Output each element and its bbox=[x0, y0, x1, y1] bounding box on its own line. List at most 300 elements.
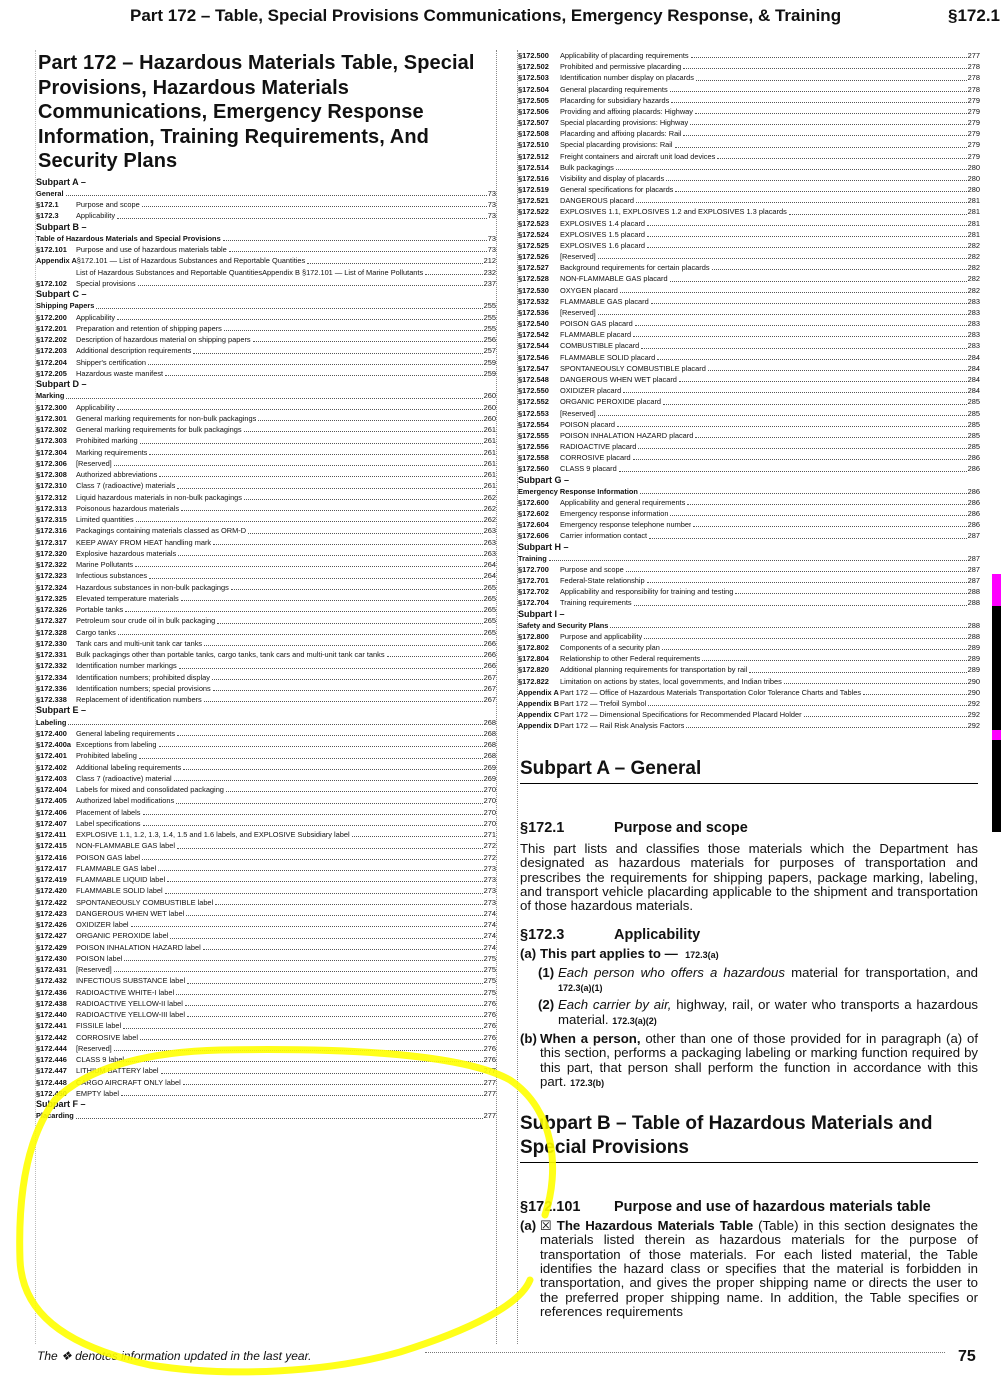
toc-title: OXIDIZER placard bbox=[560, 386, 622, 396]
toc-entry[interactable] bbox=[518, 240, 980, 251]
toc-entry[interactable] bbox=[36, 717, 496, 728]
toc-section-number: §172.528 bbox=[518, 274, 549, 284]
toc-entry[interactable] bbox=[518, 340, 980, 351]
toc-page-number: 292 bbox=[967, 698, 980, 708]
toc-page-number: 275 bbox=[483, 965, 496, 974]
toc-entry[interactable] bbox=[36, 784, 496, 795]
toc-entry[interactable] bbox=[518, 318, 980, 329]
toc-leader-dots bbox=[139, 750, 483, 758]
toc-title: KEEP AWAY FROM HEAT handling mark bbox=[76, 537, 212, 547]
toc-entry[interactable] bbox=[518, 229, 980, 240]
toc-entry[interactable] bbox=[518, 162, 980, 173]
toc-entry[interactable] bbox=[518, 206, 980, 217]
toc-entry[interactable] bbox=[36, 402, 496, 413]
toc-leader-dots bbox=[165, 368, 483, 376]
toc-page-number: 288 bbox=[967, 631, 980, 641]
toc-title: Identification numbers; prohibited display bbox=[76, 672, 210, 682]
toc-entry[interactable] bbox=[36, 593, 496, 604]
toc-entry[interactable] bbox=[36, 447, 496, 458]
toc-title: [Reserved] bbox=[76, 965, 112, 974]
toc-title: Training requirements bbox=[560, 598, 632, 608]
toc-entry[interactable] bbox=[36, 334, 496, 345]
toc-section-number: §172.602 bbox=[518, 509, 549, 519]
toc-entry[interactable] bbox=[36, 514, 496, 525]
toc-section-number: §172.429 bbox=[36, 942, 67, 952]
toc-entry[interactable] bbox=[36, 942, 496, 953]
toc-leader-dots bbox=[690, 117, 966, 125]
toc-page-number: 270 bbox=[483, 785, 496, 794]
toc-entry[interactable] bbox=[36, 233, 496, 244]
toc-entry[interactable] bbox=[36, 1110, 496, 1121]
toc-entry[interactable] bbox=[518, 508, 980, 519]
toc-leader-dots bbox=[671, 95, 966, 103]
toc-page-number: 282 bbox=[967, 240, 980, 250]
toc-entry[interactable] bbox=[36, 424, 496, 435]
toc-page-number: 264 bbox=[483, 560, 496, 569]
toc-leader-dots bbox=[598, 251, 967, 259]
toc-leader-dots bbox=[244, 424, 483, 432]
item-label: (1) bbox=[538, 964, 555, 980]
toc-title: List of Hazardous Substances and Reportable QuantitiesAppendix B §172.101 — List of Marine Pollutants bbox=[76, 267, 424, 277]
section-number: §172.1 bbox=[520, 820, 565, 836]
toc-title: Packagings containing materials classed as ORM-D bbox=[76, 526, 247, 536]
toc-entry[interactable] bbox=[36, 199, 496, 210]
toc-leader-dots bbox=[248, 525, 483, 533]
toc-title: General placarding requirements bbox=[560, 84, 668, 94]
toc-entry[interactable] bbox=[36, 885, 496, 896]
section-heading bbox=[520, 1199, 978, 1215]
toc-page-number: 276 bbox=[483, 1043, 496, 1053]
toc-entry[interactable] bbox=[36, 1088, 496, 1099]
toc-section-number: §172.328 bbox=[36, 627, 67, 637]
toc-entry[interactable] bbox=[518, 463, 980, 474]
toc-page-number: 286 bbox=[967, 509, 980, 519]
toc-leader-dots bbox=[142, 199, 487, 207]
toc-title: Shipper's certification bbox=[76, 357, 147, 367]
toc-entry[interactable] bbox=[518, 720, 980, 731]
toc-page-number: 273 bbox=[483, 897, 496, 907]
toc-section-number: §172.560 bbox=[518, 464, 549, 474]
toc-entry[interactable] bbox=[36, 750, 496, 761]
toc-entry[interactable] bbox=[518, 273, 980, 284]
toc-section-number: §172.446 bbox=[36, 1055, 67, 1064]
toc-leader-dots bbox=[66, 390, 482, 398]
toc-section-number: §172.519 bbox=[518, 185, 549, 195]
toc-title: Emergency Response Information bbox=[518, 486, 638, 496]
toc-entry[interactable] bbox=[36, 345, 496, 356]
toc-entry[interactable] bbox=[518, 218, 980, 229]
toc-entry[interactable] bbox=[518, 95, 980, 106]
toc-section-number: §172.448 bbox=[36, 1077, 67, 1087]
toc-entry[interactable] bbox=[36, 323, 496, 334]
toc-entry[interactable] bbox=[518, 251, 980, 262]
toc-leader-dots bbox=[212, 672, 483, 680]
toc-subpart-label[interactable] bbox=[36, 1099, 496, 1110]
toc-entry[interactable] bbox=[518, 285, 980, 296]
toc-title: General marking requirements for non-bulk packagings bbox=[76, 413, 257, 423]
toc-entry[interactable] bbox=[36, 1032, 496, 1043]
toc-entry[interactable] bbox=[518, 653, 980, 664]
toc-page-number: 278 bbox=[967, 62, 980, 72]
toc-leader-dots bbox=[96, 300, 482, 308]
toc-section-number: §172.419 bbox=[36, 875, 67, 884]
toc-title: Poisonous hazardous materials bbox=[76, 503, 180, 513]
toc-title: Prohibited and permissive placarding bbox=[560, 62, 682, 72]
toc-entry[interactable] bbox=[36, 672, 496, 683]
toc-section-number: §172.527 bbox=[518, 263, 549, 273]
toc-entry[interactable] bbox=[518, 128, 980, 139]
toc-entry[interactable] bbox=[518, 564, 980, 575]
toc-entry[interactable] bbox=[36, 919, 496, 930]
toc-page-number: 283 bbox=[967, 319, 980, 329]
toc-section-number: §172.552 bbox=[518, 397, 549, 407]
toc-entry[interactable] bbox=[518, 385, 980, 396]
toc-page-number: 283 bbox=[967, 296, 980, 306]
toc-entry[interactable] bbox=[36, 570, 496, 581]
toc-entry[interactable] bbox=[36, 582, 496, 593]
toc-section-number: §172.201 bbox=[36, 323, 67, 333]
toc-title: LITHIUM BATTERY label bbox=[76, 1066, 159, 1076]
toc-leader-dots bbox=[647, 229, 967, 237]
toc-entry[interactable] bbox=[518, 84, 980, 95]
toc-entry[interactable] bbox=[518, 139, 980, 150]
toc-title: Placarding for subsidiary hazards bbox=[560, 95, 670, 105]
toc-page-number: 276 bbox=[483, 1010, 496, 1019]
toc-entry[interactable] bbox=[36, 728, 496, 739]
toc-title: FLAMMABLE GAS label bbox=[76, 863, 157, 873]
toc-entry[interactable] bbox=[36, 458, 496, 469]
toc-entry[interactable] bbox=[36, 413, 496, 424]
toc-leader-dots bbox=[159, 469, 482, 477]
toc-page-number: 290 bbox=[967, 687, 980, 697]
toc-page-number: 276 bbox=[483, 1055, 496, 1064]
toc-section-number: §172.558 bbox=[518, 453, 549, 463]
toc-title: General marking requirements for bulk packagings bbox=[76, 425, 242, 434]
toc-subpart-label[interactable] bbox=[36, 222, 496, 233]
toc-entry[interactable] bbox=[36, 267, 496, 278]
toc-entry[interactable] bbox=[36, 840, 496, 851]
toc-entry[interactable] bbox=[36, 964, 496, 975]
toc-leader-dots bbox=[623, 385, 966, 393]
toc-leader-dots bbox=[148, 357, 483, 365]
toc-page-number: 274 bbox=[483, 942, 496, 952]
toc-entry[interactable] bbox=[36, 863, 496, 874]
toc-entry[interactable] bbox=[518, 642, 980, 653]
toc-section-number: §172.331 bbox=[36, 650, 67, 659]
toc-subpart-label[interactable] bbox=[36, 379, 496, 390]
toc-entry[interactable] bbox=[36, 368, 496, 379]
toc-leader-dots bbox=[135, 559, 483, 567]
toc-title: [Reserved] bbox=[560, 307, 596, 317]
toc-section-number: Appendix A bbox=[518, 687, 559, 697]
toc-entry[interactable] bbox=[36, 694, 496, 705]
toc-entry[interactable] bbox=[36, 469, 496, 480]
toc-title: EXPLOSIVES 1.4 placard bbox=[560, 218, 646, 228]
toc-entry[interactable] bbox=[518, 329, 980, 340]
toc-section-number: §172.704 bbox=[518, 598, 549, 608]
toc-entry[interactable] bbox=[36, 874, 496, 885]
toc-page-number: 281 bbox=[967, 229, 980, 239]
toc-leader-dots bbox=[187, 1009, 483, 1017]
toc-entry[interactable] bbox=[36, 210, 496, 221]
toc-entry[interactable] bbox=[518, 296, 980, 307]
toc-subpart-label[interactable] bbox=[518, 542, 980, 553]
toc-subpart-label[interactable] bbox=[518, 475, 980, 486]
toc-entry[interactable] bbox=[36, 975, 496, 986]
toc-subpart-label[interactable] bbox=[36, 705, 496, 716]
toc-entry[interactable] bbox=[36, 357, 496, 368]
toc-entry[interactable] bbox=[36, 818, 496, 829]
toc-entry[interactable] bbox=[518, 106, 980, 117]
toc-page-number: 283 bbox=[967, 330, 980, 340]
toc-section-number: §172.400a bbox=[36, 740, 71, 749]
toc-leader-dots bbox=[138, 278, 483, 286]
toc-entry[interactable] bbox=[518, 374, 980, 385]
toc-entry[interactable] bbox=[518, 486, 980, 497]
toc-entry[interactable] bbox=[36, 908, 496, 919]
toc-page-number: 279 bbox=[967, 151, 980, 161]
toc-entry[interactable] bbox=[518, 363, 980, 374]
toc-entry[interactable] bbox=[518, 72, 980, 83]
paragraph: This part lists and classifies those materials which the Department has designated as hazardous materials for purposes of transportation and prescribes the requirements for shipping papers, package marking, labeling, and transport vehicle placarding applicable to the shipment and transportation of those hazardous materials. bbox=[520, 841, 978, 914]
toc-entry[interactable] bbox=[518, 452, 980, 463]
toc-entry[interactable] bbox=[36, 953, 496, 964]
toc-entry[interactable] bbox=[518, 497, 980, 508]
toc-title: Providing and affixing placards: Highway bbox=[560, 106, 693, 116]
toc-section-number: §172.426 bbox=[36, 920, 67, 929]
toc-entry[interactable] bbox=[518, 396, 980, 407]
updated-icon: ☒ bbox=[540, 1218, 552, 1234]
toc-section-number: §172.315 bbox=[36, 515, 67, 524]
toc-entry[interactable] bbox=[36, 312, 496, 323]
toc-entry[interactable] bbox=[36, 638, 496, 649]
toc-leader-dots bbox=[784, 676, 967, 684]
toc-title: Prohibited marking bbox=[76, 436, 138, 446]
toc-section-number: §172.430 bbox=[36, 953, 67, 963]
toc-title: CARGO AIRCRAFT ONLY label bbox=[76, 1077, 181, 1087]
toc-entry[interactable] bbox=[518, 151, 980, 162]
toc-entry[interactable] bbox=[36, 773, 496, 784]
toc-entry[interactable] bbox=[518, 676, 980, 687]
list-item bbox=[520, 1219, 978, 1319]
toc-leader-dots bbox=[686, 720, 966, 728]
toc-leader-dots bbox=[231, 582, 483, 590]
toc-entry[interactable] bbox=[518, 430, 980, 441]
toc-page-number: 276 bbox=[483, 1021, 496, 1031]
toc-leader-dots bbox=[68, 717, 482, 725]
toc-page-number: 289 bbox=[967, 643, 980, 653]
toc-entry[interactable] bbox=[518, 50, 980, 61]
toc-entry[interactable] bbox=[36, 492, 496, 503]
toc-entry[interactable] bbox=[518, 597, 980, 608]
toc-entry[interactable] bbox=[36, 762, 496, 773]
toc-section-number: §172.317 bbox=[36, 537, 67, 547]
toc-entry[interactable] bbox=[518, 419, 980, 430]
toc-section-number: §172.423 bbox=[36, 908, 67, 918]
toc-entry[interactable] bbox=[518, 352, 980, 363]
toc-entry[interactable] bbox=[36, 480, 496, 491]
toc-entry[interactable] bbox=[36, 278, 496, 289]
toc-page-number: 289 bbox=[967, 665, 980, 675]
toc-entry[interactable] bbox=[36, 244, 496, 255]
toc-section-number: §172.302 bbox=[36, 425, 67, 434]
toc-leader-dots bbox=[149, 570, 483, 578]
toc-entry[interactable] bbox=[36, 503, 496, 514]
toc-title: Marine Pollutants bbox=[76, 560, 134, 569]
toc-leader-dots bbox=[352, 829, 483, 837]
toc-entry[interactable] bbox=[36, 390, 496, 401]
toc-entry[interactable] bbox=[36, 435, 496, 446]
toc-subpart-label[interactable] bbox=[36, 177, 496, 188]
section-title: Purpose and use of hazardous materials table bbox=[614, 1199, 931, 1216]
toc-entry[interactable] bbox=[36, 1065, 496, 1076]
toc-entry[interactable] bbox=[36, 188, 496, 199]
toc-section-number: §172.403 bbox=[36, 773, 67, 783]
toc-section-number: §172.507 bbox=[518, 118, 549, 128]
toc-entry[interactable] bbox=[36, 1043, 496, 1054]
toc-subpart-label[interactable] bbox=[518, 609, 980, 620]
toc-entry[interactable] bbox=[518, 709, 980, 720]
toc-section-number: §172.444 bbox=[36, 1043, 67, 1053]
toc-entry[interactable] bbox=[518, 184, 980, 195]
toc-entry[interactable] bbox=[518, 441, 980, 452]
toc-entry[interactable] bbox=[518, 553, 980, 564]
toc-title: Identification number markings bbox=[76, 661, 177, 671]
toc-leader-dots bbox=[185, 998, 483, 1006]
toc-entry[interactable] bbox=[518, 586, 980, 597]
toc-entry[interactable] bbox=[36, 1009, 496, 1020]
toc-section-number: §172.700 bbox=[518, 564, 549, 574]
toc-entry[interactable] bbox=[518, 575, 980, 586]
toc-leader-dots bbox=[735, 586, 966, 594]
toc-subpart: Subpart B – bbox=[36, 221, 87, 232]
toc-title: COMBUSTIBLE placard bbox=[560, 341, 640, 351]
citation-ref: 172.3(a) bbox=[685, 950, 719, 961]
toc-entry[interactable] bbox=[36, 739, 496, 750]
toc-entry[interactable] bbox=[518, 519, 980, 530]
toc-page-number: 260 bbox=[483, 413, 496, 423]
toc-page-number: 232 bbox=[483, 267, 496, 277]
toc-entry[interactable] bbox=[36, 829, 496, 840]
toc-leader-dots bbox=[114, 1043, 483, 1051]
toc-title: Labels for mixed and consolidated packaging bbox=[76, 785, 224, 794]
toc-entry[interactable] bbox=[36, 548, 496, 559]
toc-section-number: §172.510 bbox=[518, 140, 549, 150]
toc-entry[interactable] bbox=[36, 930, 496, 941]
toc-entry[interactable] bbox=[518, 195, 980, 206]
toc-entry[interactable] bbox=[36, 300, 496, 311]
toc-entry[interactable] bbox=[36, 615, 496, 626]
toc-title: Infectious substances bbox=[76, 571, 148, 581]
toc-entry[interactable] bbox=[36, 1077, 496, 1088]
toc-page-number: 268 bbox=[483, 751, 496, 761]
toc-leader-dots bbox=[307, 255, 482, 263]
toc-title: RADIOACTIVE placard bbox=[560, 442, 637, 452]
toc-page-number: 275 bbox=[483, 976, 496, 986]
toc-entry[interactable] bbox=[36, 807, 496, 818]
toc-leader-dots bbox=[193, 345, 482, 353]
toc-section-number: §172.400 bbox=[36, 728, 67, 738]
toc-entry[interactable] bbox=[36, 660, 496, 671]
toc-page-number: 277 bbox=[483, 1111, 496, 1121]
toc-entry[interactable] bbox=[36, 998, 496, 1009]
toc-section-number: §172.432 bbox=[36, 976, 67, 986]
toc-page-number: 272 bbox=[483, 841, 496, 851]
toc-subpart: Subpart C – bbox=[36, 289, 87, 299]
toc-entry[interactable] bbox=[518, 262, 980, 273]
toc-section-number: §172.804 bbox=[518, 654, 549, 664]
toc-title: Safety and Security Plans bbox=[518, 620, 609, 630]
toc-entry[interactable] bbox=[518, 620, 980, 631]
toc-title: Part 172 — Rail Risk Analysis Factors bbox=[560, 721, 685, 731]
toc-entry[interactable] bbox=[36, 1054, 496, 1065]
toc-entry[interactable] bbox=[36, 255, 496, 266]
toc-section-number: §172.338 bbox=[36, 695, 67, 704]
toc-entry[interactable] bbox=[36, 795, 496, 806]
toc-title: Background requirements for certain placards bbox=[560, 263, 710, 273]
toc-entry[interactable] bbox=[518, 698, 980, 709]
toc-entry[interactable] bbox=[36, 897, 496, 908]
toc-title: CLASS 9 label bbox=[76, 1055, 125, 1064]
toc-section-number: §172.516 bbox=[518, 173, 549, 183]
toc-entry[interactable] bbox=[36, 537, 496, 548]
toc-entry[interactable] bbox=[36, 987, 496, 998]
toc-entry[interactable] bbox=[36, 649, 496, 660]
toc-title: Elevated temperature materials bbox=[76, 593, 179, 603]
toc-page-number: 285 bbox=[967, 419, 980, 429]
toc-leader-dots bbox=[610, 620, 966, 628]
toc-subpart: Subpart G – bbox=[518, 474, 570, 485]
toc-entry[interactable] bbox=[518, 687, 980, 698]
toc-page-number: 277 bbox=[967, 51, 980, 60]
toc-section-number: §172.508 bbox=[518, 129, 549, 139]
toc-title: Replacement of identification numbers bbox=[76, 695, 202, 704]
citation-ref: 172.3(a)(2) bbox=[612, 1015, 657, 1026]
toc-title: POISON INHALATION HAZARD label bbox=[76, 942, 201, 952]
toc-entry[interactable] bbox=[36, 1020, 496, 1031]
toc-title: RADIOACTIVE YELLOW-II label bbox=[76, 998, 183, 1008]
toc-subpart-label[interactable] bbox=[36, 289, 496, 300]
toc-entry[interactable] bbox=[36, 852, 496, 863]
toc-entry[interactable] bbox=[36, 559, 496, 570]
toc-entry[interactable] bbox=[36, 683, 496, 694]
toc-page-number: 292 bbox=[967, 710, 980, 720]
toc-entry[interactable] bbox=[518, 173, 980, 184]
toc-entry[interactable] bbox=[518, 117, 980, 128]
toc-section-number: §172.606 bbox=[518, 531, 549, 541]
toc-entry[interactable] bbox=[518, 307, 980, 318]
toc-page-number: 270 bbox=[483, 796, 496, 806]
toc-entry[interactable] bbox=[518, 61, 980, 72]
toc-entry[interactable] bbox=[518, 530, 980, 541]
toc-title: Components of a security plan bbox=[560, 643, 660, 653]
toc-title: POISON GAS placard bbox=[560, 319, 633, 329]
toc-title: Class 7 (radioactive) material bbox=[76, 773, 172, 783]
toc-entry[interactable] bbox=[36, 525, 496, 536]
toc-entry[interactable] bbox=[36, 627, 496, 638]
side-tab-highlight bbox=[992, 730, 1001, 740]
toc-leader-dots bbox=[176, 795, 482, 803]
toc-entry[interactable] bbox=[518, 664, 980, 675]
toc-title: Class 7 (radioactive) materials bbox=[76, 481, 176, 491]
toc-entry[interactable] bbox=[518, 631, 980, 642]
toc-leader-dots bbox=[663, 396, 967, 404]
toc-section-number: §172.524 bbox=[518, 229, 549, 239]
toc-entry[interactable] bbox=[518, 408, 980, 419]
toc-leader-dots bbox=[670, 273, 967, 281]
toc-entry[interactable] bbox=[36, 604, 496, 615]
toc-page-number: 212 bbox=[483, 256, 496, 266]
